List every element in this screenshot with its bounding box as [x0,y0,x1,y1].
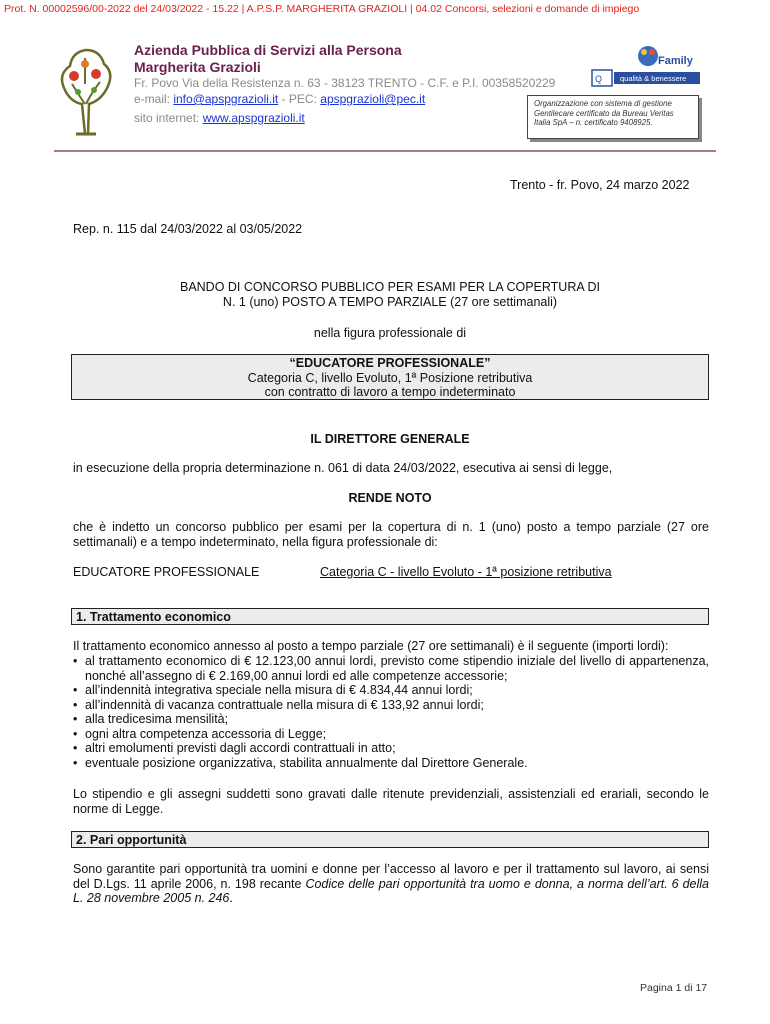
place-date: Trento - fr. Povo, 24 marzo 2022 [510,178,690,192]
page-number: Pagina 1 di 17 [640,982,708,994]
profile-left: EDUCATORE PROFESSIONALE [73,565,260,579]
list-item: • all’indennità integrativa speciale nella misura di € 4.834,44 annui lordi; [73,683,709,698]
svg-text:Family: Family [658,55,693,67]
rep-number: Rep. n. 115 dal 24/03/2022 al 03/05/2022 [73,222,303,236]
protocol-line: Prot. N. 00002596/00-2022 del 24/03/2022 - 15.22 | A.P.S.P. MARGHERITA GRAZIOLI | 04.02 Concorsi, selezioni e domande di impiego [4,3,640,15]
position-category: Categoria C, livello Evoluto, 1ª Posizione retributiva [247,370,533,385]
execution-text: in esecuzione della propria determinazione n. 061 di data 24/03/2022, esecutiva ai sensi di legge, [73,461,613,475]
section-1-list [73,654,709,770]
svg-text:qualità & benessere: qualità & benessere [620,74,687,83]
indetto-text: che è indetto un concorso pubblico per esami per la copertura di n. 1 (uno) posto a tempo parziale (27 ore settimanali) e a tempo indeterminato, nella figura professionale di: [73,520,709,549]
list-item: • al trattamento economico di € 12.123,00 annui lordi, previsto come stipendio iniziale del livello di appartenenza, nonché all’assegno di € 2.169,00 annui lordi ed alle competenze accessorie; [73,654,709,683]
org-email-line: e-mail: info@apspgrazioli.it - PEC: apspgrazioli@pec.it [134,92,426,106]
list-item: • eventuale posizione organizzativa, stabilita annualmente dal Direttore Generale. [73,756,709,771]
website-link[interactable]: www.apspgrazioli.it [202,111,305,125]
org-site-line: sito internet: www.apspgrazioli.it [134,111,305,125]
pec-link[interactable]: apspgrazioli@pec.it [320,92,426,106]
profile-right: Categoria C - livello Evoluto - 1ª posizione retributiva [320,565,612,579]
list-item: • all’indennità di vacanza contrattuale nella misura di € 133,92 annui lordi; [73,698,709,713]
org-address: Fr. Povo Via della Resistenza n. 63 - 38123 TRENTO - C.F. e P.I. 00358520229 [134,76,556,90]
figure-intro: nella figura professionale di [313,326,467,340]
email-link[interactable]: info@apspgrazioli.it [173,92,279,106]
rende-noto-heading: RENDE NOTO [348,491,432,505]
document-title: BANDO DI CONCORSO PUBBLICO PER ESAMI PER LA COPERTURA DI N. 1 (uno) POSTO A TEMPO PARZIALE (27 ore settimanali) [179,280,600,309]
section-2-text: Sono garantite pari opportunità tra uomini e donne per l’accesso al lavoro e per il trattamento sul lavoro, ai sensi del D.Lgs. 11 aprile 2006, n. 198 recante Codice delle pari opportunità tra uomo e donna, a norma dell’art. 6 della L. 28 novembre 2005 n. 246. [73,862,709,905]
certification-box: Organizzazione con sistema di gestione Gentilecare certificato da Bureau Veritas Italia SpA – n. certificato 9408925. [527,95,699,139]
family-logo-icon [590,42,702,88]
director-heading: IL DIRETTORE GENERALE [310,432,470,446]
section-1-outro: Lo stipendio e gli assegni suddetti sono gravati dalle ritenute previdenziali, assistenziali ed erariali, secondo le norme di Legge. [73,787,709,816]
section-2-heading: 2. Pari opportunità [71,831,709,848]
position-title: “EDUCATORE PROFESSIONALE” [289,356,491,370]
tree-logo-icon [56,44,114,136]
list-item: • ogni altra competenza accessoria di Legge; [73,727,709,742]
position-box [71,354,709,400]
svg-text:Q: Q [595,74,603,84]
header-divider [54,150,716,152]
org-contacts [134,75,555,126]
section-1-heading: 1. Trattamento economico [71,608,709,625]
org-name: Azienda Pubblica di Servizi alla Persona Margherita Grazioli [134,42,402,75]
list-item: • alla tredicesima mensilità; [73,712,709,727]
list-item: • altri emolumenti previsti dagli accordi contrattuali in atto; [73,741,709,756]
section-1-intro: Il trattamento economico annesso al posto a tempo parziale (27 ore settimanali) è il seguente (importi lordi): [73,639,669,653]
position-contract: con contratto di lavoro a tempo indeterminato [264,385,516,399]
